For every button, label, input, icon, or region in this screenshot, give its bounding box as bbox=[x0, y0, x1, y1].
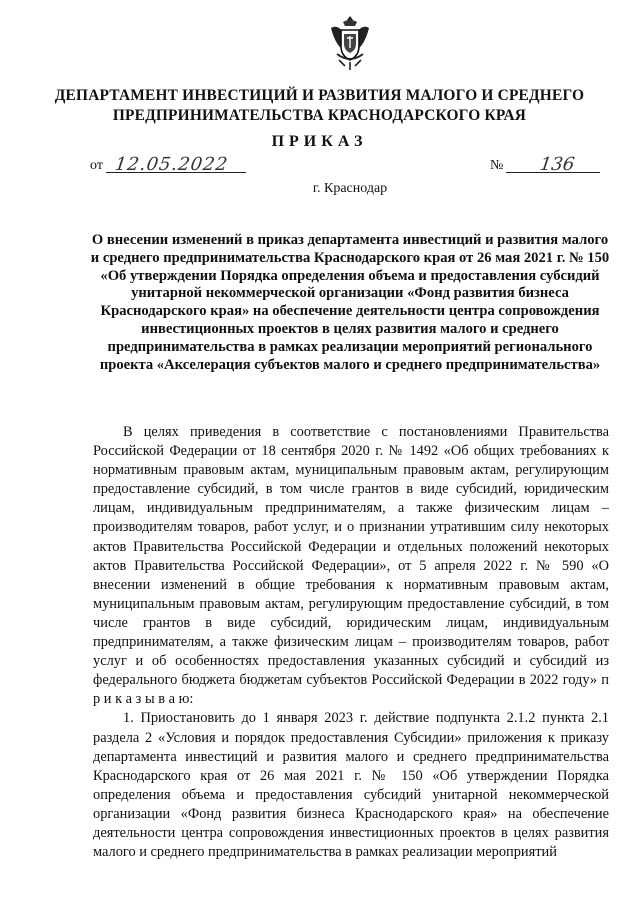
city-name: г. Краснодар bbox=[312, 181, 388, 196]
order-date-handwritten: 12.05.2022 bbox=[113, 154, 230, 175]
organization-name-line-2: ПРЕДПРИНИМАТЕЛЬСТВА КРАСНОДАРСКОГО КРАЯ bbox=[112, 107, 527, 124]
body-paragraph-preamble: В целях приведения в соответствие с постановлениями Правительства Российской Федерации от 18 сентября 2020 г. № 1492 «Об общих требованиях к нормативным правовым актам, муниципальным правовым актам, регулирующим предоставление субсидий, в том числе грантов в виде субсидий, юридическим лицам, индивидуальным предпринимателям, а также физическим лицам – производителям товаров, работ услуг, и о признании утратившим силу некоторых актов Правительства Российской Федерации и отдельных положений некоторых актов Правительства Российской Федерации», от 5 апреля 2022 г. № 590 «О внесении изменений в общие требования к нормативным правовым актам, муниципальным правовым актам, регулирующим предоставление субсидий, в том числе грантов в виде субсидий, юридическим лицам, индивидуальным предпринимателям, а также физическим лицам – производителям товаров, работ услуг и об особенностях предоставления указанных субсидий и субсидий из федерального бюджета бюджетам субъектов Российской Федерации в 2022 году» п р и к а з ы в а ю: bbox=[93, 424, 609, 708]
body-paragraph-item-1: 1. Приостановить до 1 января 2023 г. действие подпункта 2.1.2 пункта 2.1 раздела 2 «Условия и порядок предоставления Субсидии» приложения к приказу департамента инвестиций и развития малого и среднего предпринимательства Краснодарского края от 26 мая 2021 г. № 150 «Об утверждении Порядка определения объема и предоставления субсидий унитарной некоммерческой организации «Фонд развития бизнеса Краснодарского края» на обеспечение деятельности центра сопровождения инвестиционных проектов в целях развития малого и среднего предпринимательства в рамках реализации мероприятий bbox=[93, 710, 609, 861]
coat-of-arms-emblem bbox=[329, 14, 371, 72]
organization-name-line-1: ДЕПАРТАМЕНТ ИНВЕСТИЦИЙ И РАЗВИТИЯ МАЛОГО И СРЕДНЕГО bbox=[54, 87, 585, 104]
document-type-title: ПРИКАЗ bbox=[271, 133, 368, 150]
order-number-handwritten: 136 bbox=[538, 154, 576, 175]
order-subject-heading: О внесении изменений в приказ департамента инвестиций и развития малого и среднего предпринимательства Краснодарского края от 26 мая 2021 г. № 150 «Об утверждении Порядка определения объема и предоставления субсидий унитарной некоммерческой организации «Фонд развития бизнеса Краснодарского края» на обеспечение деятельности центра сопровождения инвестиционных проектов в целях развития малого и среднего предпринимательства в рамках реализации мероприятий регионального проекта «Акселерация субъектов малого и среднего предпринимательства» bbox=[90, 232, 610, 373]
number-label: № bbox=[490, 158, 504, 173]
order-body bbox=[93, 423, 609, 862]
organization-name bbox=[40, 86, 599, 126]
date-from-label: от bbox=[90, 158, 103, 173]
